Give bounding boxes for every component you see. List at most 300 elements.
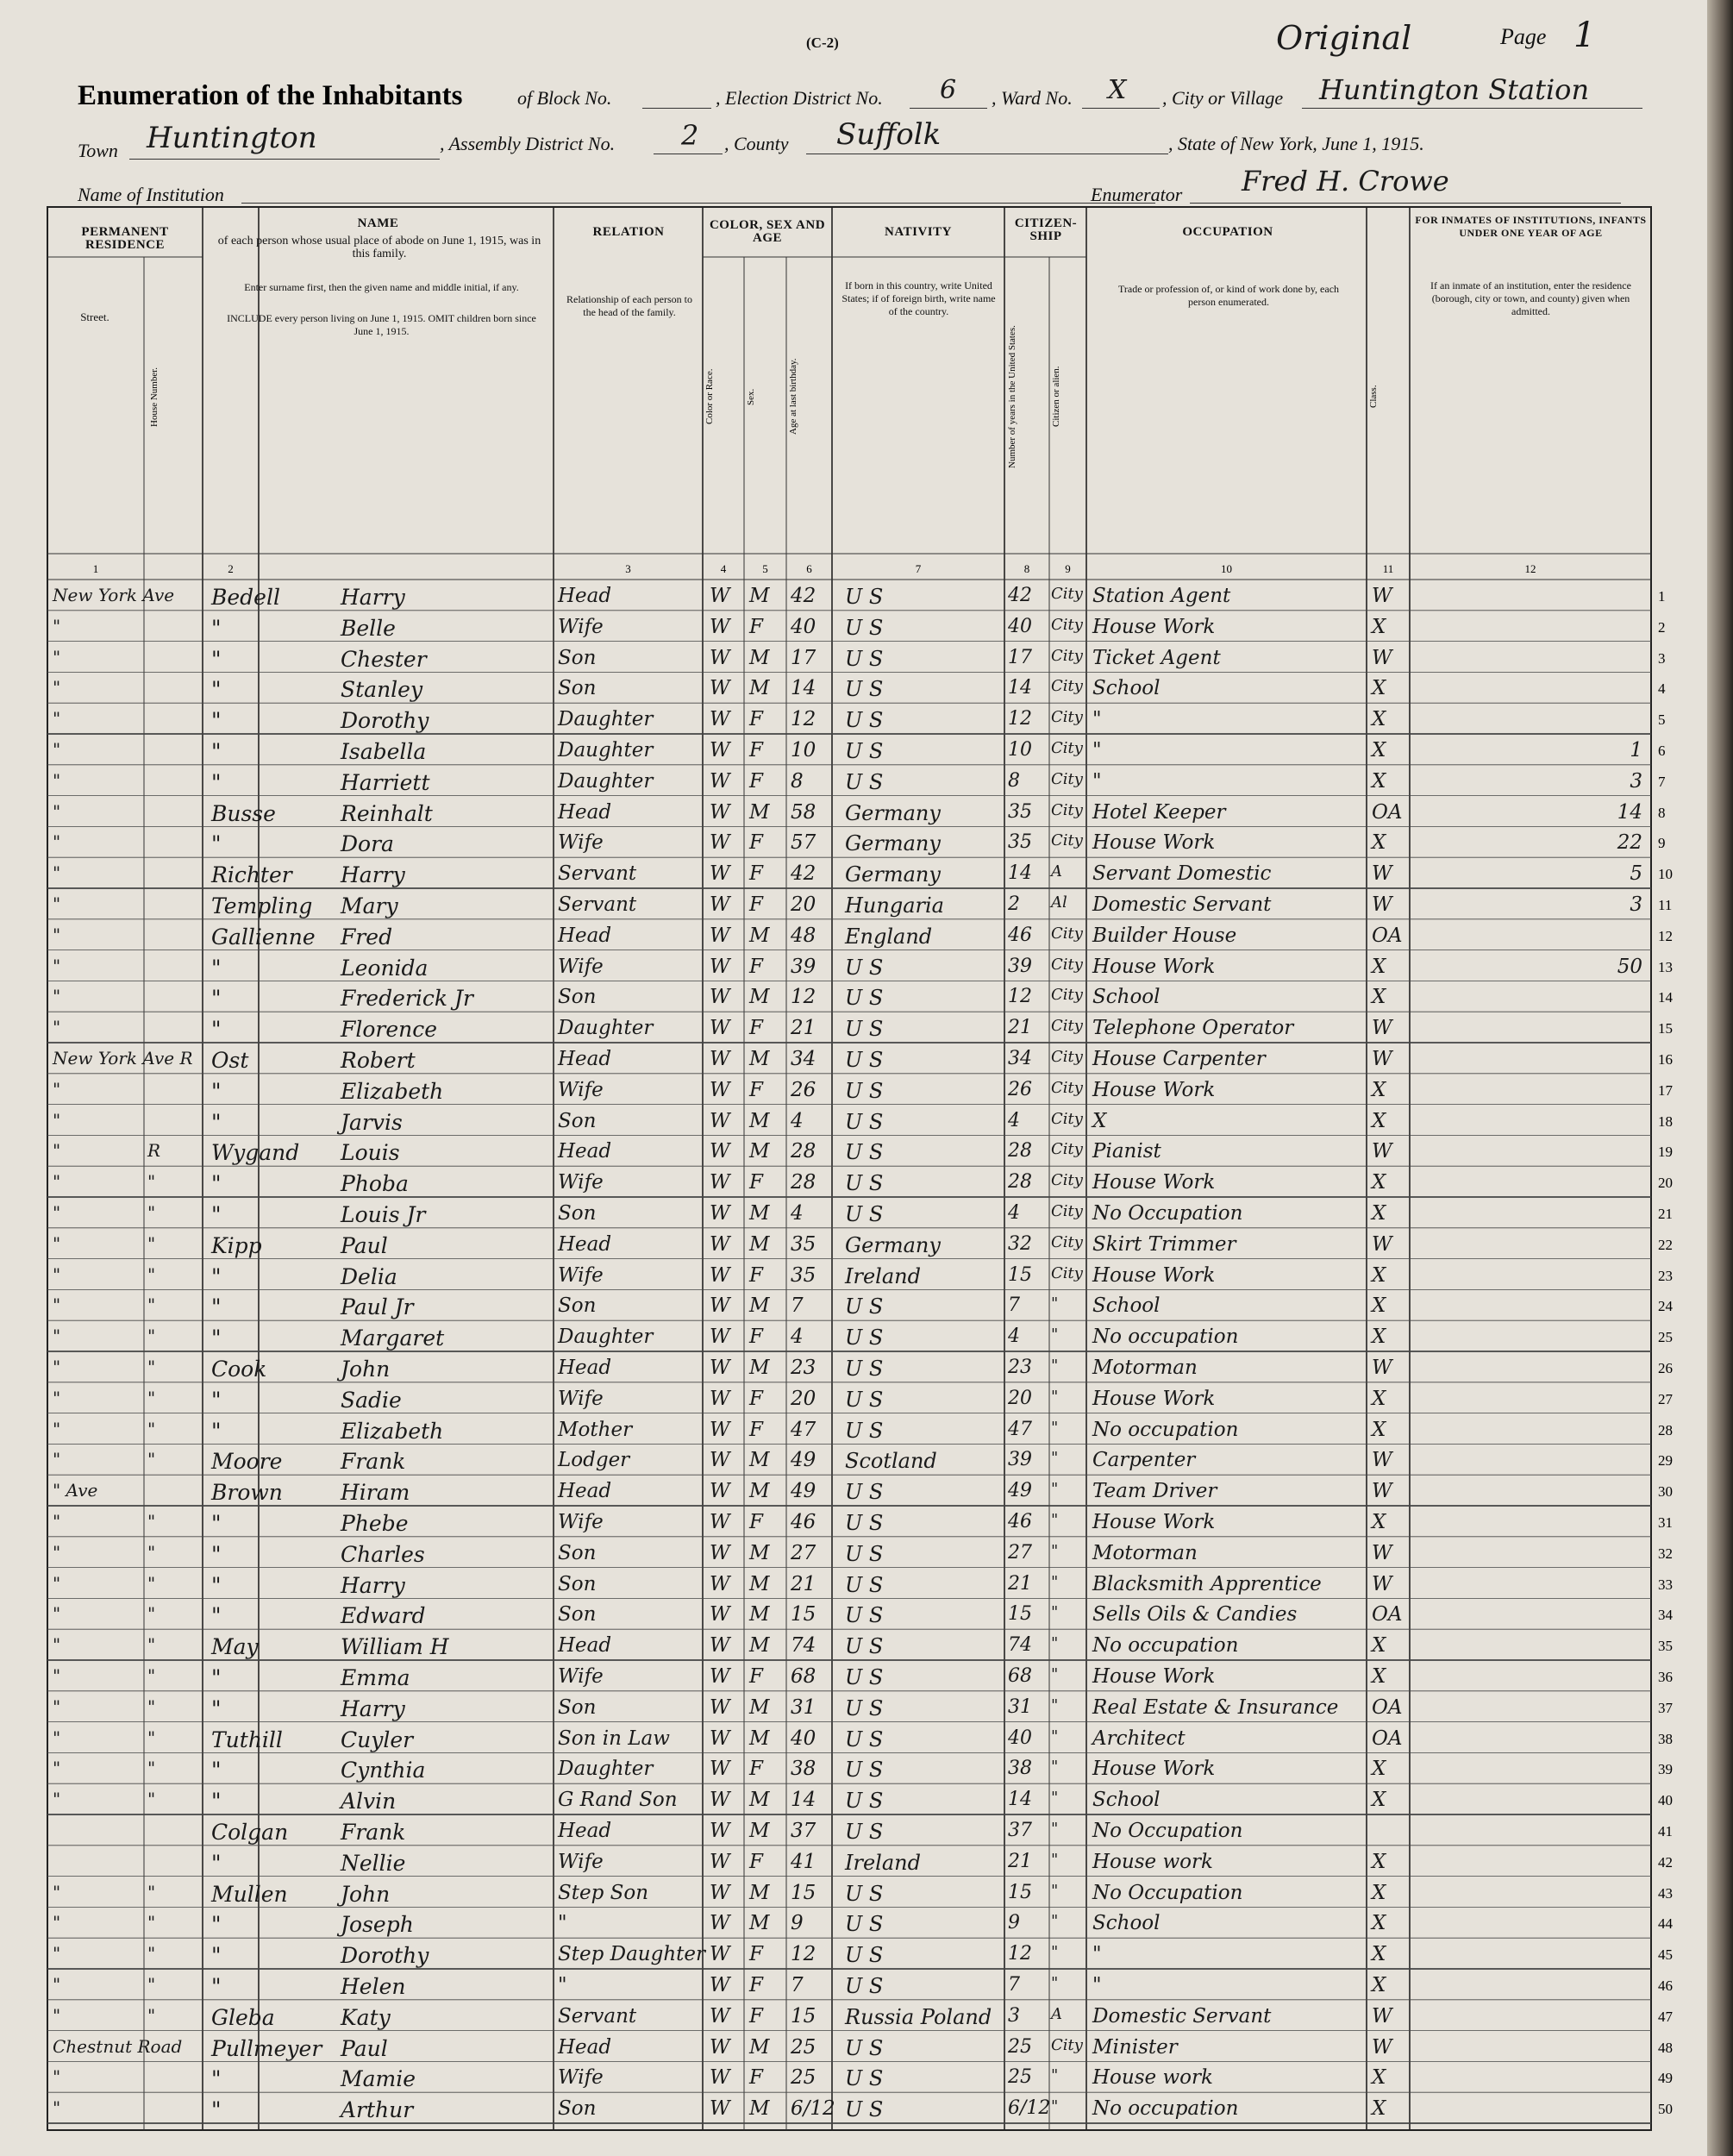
- cell-color: W: [710, 1449, 730, 1472]
- cell-color: W: [710, 1789, 730, 1812]
- cell-given: Robert: [341, 1048, 416, 1073]
- cell-yrs: 4: [1008, 1202, 1020, 1224]
- cell-given: Dora: [341, 831, 394, 857]
- cell-sex: M: [749, 1881, 770, 1904]
- cell-street: ": [53, 769, 61, 791]
- cell-house: ": [147, 1449, 156, 1470]
- cell-occ: No occupation: [1092, 1634, 1239, 1658]
- table-row: [47, 1105, 1673, 1136]
- cell-surname: ": [211, 1665, 222, 1690]
- cell-sex: F: [749, 1943, 763, 1966]
- cell-color: W: [710, 1541, 730, 1564]
- cell-sex: M: [749, 1634, 770, 1658]
- cell-rel: Son: [558, 986, 597, 1009]
- cell-given: Chester: [341, 646, 427, 672]
- cell-age: 74: [791, 1634, 816, 1658]
- cell-house: ": [147, 1294, 156, 1316]
- cell-sex: M: [749, 1202, 770, 1225]
- line-number: 48: [1658, 2039, 1673, 2056]
- col-num-9: 9: [1065, 562, 1071, 575]
- cell-yrs: 12: [1008, 1943, 1032, 1965]
- cell-street: ": [53, 800, 61, 822]
- name-header: NAME: [357, 216, 399, 230]
- cell-occ: Servant Domestic: [1092, 862, 1272, 886]
- cell-cit: ": [1051, 1943, 1059, 1962]
- cell-age: 31: [791, 1695, 816, 1719]
- cell-rel: Step Son: [558, 1881, 649, 1904]
- cell-cit: City: [1051, 1109, 1083, 1128]
- table-row: [47, 1598, 1673, 1629]
- cell-cit: ": [1051, 1294, 1059, 1313]
- occupation-header: OCCUPATION: [1182, 225, 1273, 239]
- cell-nat: U S: [845, 986, 884, 1011]
- cell-nat: Germany: [845, 800, 941, 825]
- cell-cls: OA: [1372, 800, 1403, 824]
- table-row: [47, 611, 1666, 642]
- cell-occ: Hotel Keeper: [1092, 800, 1226, 824]
- cell-sex: F: [749, 1017, 763, 1040]
- cell-rel: Head: [558, 1357, 612, 1379]
- occupation-desc: Trade or profession of, or kind of work done by, each person enumerated.: [1117, 283, 1340, 308]
- cell-color: W: [710, 862, 730, 886]
- cell-rel: Head: [558, 1634, 612, 1658]
- cell-sex: M: [749, 1912, 770, 1935]
- line-number: 41: [1658, 1823, 1673, 1839]
- cell-yrs: 4: [1008, 1109, 1020, 1131]
- cell-age: 34: [791, 1048, 816, 1070]
- cell-sex: M: [749, 1695, 770, 1719]
- cell-house: ": [147, 1202, 156, 1223]
- cell-age: 15: [791, 1603, 816, 1626]
- cell-rel: Servant: [558, 893, 637, 916]
- cell-yrs: 35: [1008, 800, 1032, 823]
- table-row: [47, 1166, 1673, 1197]
- election-district-value: 6: [940, 75, 957, 105]
- cell-given: Frank: [341, 1820, 406, 1845]
- cell-given: Louis Jr: [341, 1202, 426, 1227]
- cell-color: W: [710, 677, 730, 700]
- cell-cls: X: [1372, 2097, 1386, 2121]
- cell-surname: ": [211, 646, 222, 672]
- cell-yrs: 39: [1008, 1449, 1032, 1471]
- cell-rel: Wife: [558, 1171, 604, 1194]
- cell-sex: M: [749, 1294, 770, 1318]
- cell-cit: ": [1051, 1387, 1059, 1406]
- cell-given: Dorothy: [341, 708, 429, 734]
- line-number: 5: [1658, 711, 1666, 729]
- cell-age: 26: [791, 1078, 816, 1101]
- cell-given: Dorothy: [341, 1943, 429, 1969]
- cell-cit: City: [1051, 1140, 1083, 1159]
- cell-cls: X: [1372, 1326, 1386, 1349]
- cell-occ: No Occupation: [1092, 1820, 1243, 1842]
- cell-given: William H: [341, 1634, 449, 1660]
- cell-occ: Builder House: [1092, 924, 1237, 947]
- line-number: 37: [1658, 1699, 1673, 1716]
- institution-row: [78, 165, 1630, 211]
- cell-given: Paul Jr: [341, 1294, 414, 1320]
- census-table: [47, 207, 1673, 2130]
- cell-age: 12: [791, 1943, 816, 1966]
- cell-given: Harry: [341, 1572, 405, 1598]
- cell-cit: ": [1051, 1881, 1059, 1900]
- table-row: [47, 796, 1666, 827]
- cell-cit: City: [1051, 924, 1083, 943]
- cell-age: 27: [791, 1541, 816, 1564]
- cell-street: ": [53, 677, 61, 699]
- cell-house: ": [147, 1758, 156, 1779]
- cell-age: 20: [791, 893, 816, 916]
- town-value: Huntington: [147, 121, 317, 155]
- cell-cit: ": [1051, 1974, 1059, 1992]
- table-row: [47, 1444, 1673, 1475]
- cell-cls: W: [1372, 1232, 1392, 1256]
- form-code: (C-2): [806, 34, 839, 51]
- line-number: 6: [1658, 743, 1666, 759]
- cell-cit: City: [1051, 615, 1083, 634]
- cell-surname: ": [211, 1418, 222, 1444]
- cell-sex: M: [749, 1480, 770, 1503]
- table-row: [47, 734, 1666, 765]
- cell-sex: F: [749, 1850, 763, 1873]
- cell-cit: ": [1051, 1572, 1059, 1591]
- cell-sex: F: [749, 2066, 763, 2090]
- cell-sex: F: [749, 615, 763, 638]
- cell-house: ": [147, 1665, 156, 1686]
- cell-surname: ": [211, 1511, 222, 1536]
- cell-nat: U S: [845, 1387, 884, 1412]
- col-num-6: 6: [806, 562, 812, 575]
- cell-nat: U S: [845, 1294, 884, 1319]
- cell-color: W: [710, 2035, 730, 2059]
- table-row: [47, 672, 1666, 703]
- cell-rel: Head: [558, 1820, 612, 1842]
- cell-given: Cynthia: [341, 1758, 426, 1783]
- cell-rel: Head: [558, 1480, 612, 1503]
- cell-yrs: 42: [1008, 585, 1032, 606]
- cell-nat: Germany: [845, 831, 941, 856]
- cell-nat: U S: [845, 1511, 884, 1535]
- cell-sex: F: [749, 831, 763, 855]
- cell-street: ": [53, 739, 61, 760]
- cell-yrs: 31: [1008, 1695, 1032, 1718]
- cell-given: Edward: [341, 1603, 426, 1629]
- cell-nat: U S: [845, 1418, 884, 1443]
- cell-color: W: [710, 1974, 730, 1996]
- line-number: 40: [1658, 1792, 1673, 1809]
- cell-cit: City: [1051, 831, 1083, 850]
- cell-rel: Lodger: [558, 1449, 630, 1472]
- col-num-1: 1: [92, 562, 99, 575]
- cell-yrs: 2: [1008, 893, 1020, 915]
- cell-nat: U S: [845, 1078, 884, 1103]
- cell-occ: X: [1092, 1109, 1107, 1132]
- cell-age: 12: [791, 986, 816, 1009]
- col-num-10: 10: [1221, 562, 1232, 575]
- cell-cit: City: [1051, 585, 1083, 603]
- enumerator-line: [1190, 203, 1621, 204]
- cell-age: 21: [791, 1017, 816, 1040]
- institution-label: Name of Institution: [78, 184, 224, 205]
- cell-surname: ": [211, 1263, 222, 1289]
- cell-color: W: [710, 893, 730, 916]
- cell-cls: W: [1372, 2035, 1392, 2059]
- cell-surname: Moore: [211, 1449, 283, 1475]
- cell-sex: F: [749, 1758, 763, 1781]
- cell-surname: ": [211, 1850, 222, 1876]
- cell-cls: X: [1372, 955, 1386, 978]
- cell-cit: City: [1051, 739, 1083, 757]
- cell-house: ": [147, 1974, 156, 1995]
- line-number: 33: [1658, 1576, 1673, 1593]
- cell-sex: F: [749, 708, 763, 731]
- city-village-label: , City or Village: [1162, 87, 1284, 109]
- cell-surname: Busse: [211, 800, 276, 826]
- cell-street: ": [53, 1789, 61, 1810]
- cell-nat: U S: [845, 1109, 884, 1134]
- nativity-desc: If born in this country, write United States; if of foreign birth, write name of the country.: [841, 279, 996, 317]
- cell-cls: X: [1372, 986, 1386, 1009]
- cell-occ: No Occupation: [1092, 1202, 1243, 1225]
- cell-house: ": [147, 1603, 156, 1625]
- table-row: [47, 1722, 1673, 1753]
- cell-color: W: [710, 1511, 730, 1533]
- cell-rel: Wife: [558, 1665, 604, 1688]
- cell-street: ": [53, 2066, 61, 2088]
- cell-age: 14: [791, 677, 816, 700]
- cell-nat: U S: [845, 769, 884, 794]
- cell-inst: 22: [1617, 831, 1642, 855]
- cell-rel: Head: [558, 1140, 612, 1163]
- cell-age: 40: [791, 615, 816, 638]
- cell-given: Florence: [341, 1017, 438, 1043]
- table-row: [47, 1814, 1673, 1846]
- cell-age: 58: [791, 800, 816, 824]
- col-num-7: 7: [915, 562, 922, 575]
- cell-street: ": [53, 1727, 61, 1748]
- cell-occ: Minister: [1092, 2035, 1178, 2059]
- cell-surname: Gleba: [211, 2004, 275, 2030]
- cell-rel: Son: [558, 1572, 597, 1595]
- cell-cit: City: [1051, 800, 1083, 819]
- assembly-value: 2: [681, 119, 699, 152]
- cell-cit: ": [1051, 1789, 1059, 1808]
- cell-color: W: [710, 708, 730, 731]
- cell-cls: X: [1372, 1387, 1386, 1410]
- cell-occ: Team Driver: [1092, 1480, 1217, 1503]
- cell-cit: ": [1051, 1357, 1059, 1375]
- cell-rel: Head: [558, 1232, 612, 1256]
- col-num-11: 11: [1382, 562, 1394, 575]
- cell-cit: ": [1051, 1449, 1059, 1468]
- class-header: Class.: [1368, 385, 1379, 409]
- cell-nat: U S: [845, 1140, 884, 1165]
- cell-street: ": [53, 1449, 61, 1470]
- cell-house: ": [147, 1727, 156, 1748]
- county-label: , County: [724, 133, 789, 154]
- cell-sex: F: [749, 1326, 763, 1349]
- cell-age: 35: [791, 1263, 816, 1287]
- table-row: [47, 1475, 1673, 1506]
- cell-yrs: 15: [1008, 1263, 1032, 1286]
- cell-street: ": [53, 1541, 61, 1563]
- cell-age: 57: [791, 831, 816, 855]
- relation-desc: Relationship of each person to the head of the family.: [566, 293, 692, 318]
- cell-age: 68: [791, 1665, 816, 1688]
- cell-cls: X: [1372, 677, 1386, 700]
- col-num-8: 8: [1023, 562, 1030, 575]
- cell-color: W: [710, 1850, 730, 1873]
- name-instr-2: INCLUDE every person living on June 1, 1915. OMIT children born since June 1, 1915.: [227, 312, 536, 337]
- line-number: 49: [1658, 2070, 1673, 2087]
- city-village-value: Huntington Station: [1319, 73, 1590, 106]
- line-number: 46: [1658, 1977, 1673, 1994]
- county-value: Suffolk: [836, 117, 942, 152]
- cell-color: W: [710, 739, 730, 761]
- cell-surname: ": [211, 1541, 222, 1567]
- cell-cls: OA: [1372, 924, 1403, 947]
- cell-cls: OA: [1372, 1727, 1403, 1750]
- cell-age: 41: [791, 1850, 816, 1873]
- cell-surname: ": [211, 1387, 222, 1413]
- cell-yrs: 12: [1008, 708, 1032, 730]
- cell-street: ": [53, 1511, 61, 1532]
- cell-given: Elizabeth: [341, 1078, 444, 1104]
- cell-house: ": [147, 1511, 156, 1532]
- line-number: 28: [1658, 1421, 1673, 1438]
- line-number: 8: [1658, 804, 1666, 821]
- line-number: 16: [1658, 1051, 1673, 1068]
- line-number: 50: [1658, 2101, 1673, 2118]
- cell-yrs: 7: [1008, 1294, 1020, 1317]
- table-row: [47, 1074, 1673, 1105]
- cell-color: W: [710, 1326, 730, 1349]
- cell-occ: House Work: [1092, 1078, 1216, 1101]
- cell-age: 10: [791, 739, 816, 761]
- cell-color: W: [710, 1634, 730, 1658]
- cell-occ: Skirt Trimmer: [1092, 1232, 1236, 1256]
- cell-color: W: [710, 1758, 730, 1781]
- cell-sex: M: [749, 1048, 770, 1070]
- cell-nat: U S: [845, 1202, 884, 1226]
- cell-surname: ": [211, 1758, 222, 1783]
- cell-nat: U S: [845, 1634, 884, 1659]
- cell-house: ": [147, 1881, 156, 1902]
- line-number: 15: [1658, 1020, 1673, 1037]
- cell-yrs: 8: [1008, 769, 1020, 792]
- cell-house: ": [147, 1357, 156, 1377]
- cell-yrs: 20: [1008, 1387, 1032, 1409]
- table-row: [47, 1135, 1673, 1166]
- cell-occ: ": [1092, 739, 1102, 761]
- cell-occ: House Work: [1092, 1665, 1216, 1688]
- cell-occ: ": [1092, 769, 1102, 793]
- cell-surname: ": [211, 831, 222, 857]
- relation-header: RELATION: [592, 225, 665, 239]
- cell-cit: City: [1051, 1017, 1083, 1036]
- cell-cit: ": [1051, 1695, 1059, 1714]
- ward-value: X: [1108, 75, 1127, 105]
- cell-rel: Son: [558, 1202, 597, 1225]
- cell-occ: No occupation: [1092, 1418, 1239, 1441]
- cell-color: W: [710, 2004, 730, 2028]
- cell-yrs: 40: [1008, 1727, 1032, 1749]
- cell-rel: Servant: [558, 2004, 637, 2028]
- cell-sex: M: [749, 1572, 770, 1595]
- cell-given: Fred: [341, 924, 393, 950]
- cell-surname: Mullen: [211, 1881, 288, 1907]
- cell-yrs: 6/12: [1008, 2097, 1051, 2120]
- cell-rel: Wife: [558, 1078, 604, 1101]
- cell-color: W: [710, 2066, 730, 2090]
- cell-sex: M: [749, 1603, 770, 1626]
- cell-yrs: 21: [1008, 1572, 1032, 1595]
- cell-cit: ": [1051, 1758, 1059, 1777]
- cell-sex: F: [749, 1974, 763, 1996]
- cell-nat: Germany: [845, 1232, 941, 1257]
- table-row: [47, 1660, 1673, 1691]
- cell-sex: M: [749, 2035, 770, 2059]
- table-row: [47, 1969, 1673, 2000]
- cell-rel: Mother: [558, 1418, 633, 1441]
- cell-given: Louis: [341, 1140, 400, 1166]
- cell-yrs: 46: [1008, 1511, 1032, 1532]
- cell-cit: ": [1051, 1418, 1059, 1437]
- cell-nat: U S: [845, 1820, 884, 1844]
- cell-nat: U S: [845, 2097, 884, 2122]
- cell-house: ": [147, 1943, 156, 1965]
- cell-age: 28: [791, 1171, 816, 1194]
- cell-surname: ": [211, 1912, 222, 1938]
- cell-color: W: [710, 1665, 730, 1688]
- cell-yrs: 23: [1008, 1357, 1032, 1378]
- cell-cls: W: [1372, 1017, 1392, 1040]
- cell-street: ": [53, 1387, 61, 1408]
- cell-occ: Architect: [1092, 1727, 1186, 1750]
- cell-yrs: 14: [1008, 1789, 1032, 1811]
- town-row: [78, 117, 1630, 164]
- cell-surname: Kipp: [211, 1232, 262, 1258]
- cell-yrs: 74: [1008, 1634, 1032, 1657]
- cell-cit: City: [1051, 677, 1083, 696]
- cell-yrs: 25: [1008, 2066, 1032, 2089]
- original-note: Original: [1276, 19, 1412, 57]
- cell-street: ": [53, 862, 61, 884]
- cell-street: ": [53, 924, 61, 945]
- cell-rel: Wife: [558, 955, 604, 978]
- table-row: [47, 981, 1673, 1012]
- table-row: [47, 1259, 1673, 1290]
- cell-street: ": [53, 708, 61, 730]
- cell-occ: House Work: [1092, 1387, 1216, 1410]
- cell-street: ": [53, 831, 61, 853]
- cell-age: 47: [791, 1418, 816, 1441]
- line-number: 43: [1658, 1884, 1673, 1902]
- table-row: [47, 1197, 1673, 1228]
- cell-nat: U S: [845, 2066, 884, 2091]
- cell-cls: X: [1372, 1912, 1386, 1935]
- cell-yrs: 7: [1008, 1974, 1020, 1996]
- cell-street: ": [53, 955, 61, 976]
- cell-house: ": [147, 1418, 156, 1439]
- cell-yrs: 10: [1008, 739, 1032, 761]
- line-number: 22: [1658, 1236, 1673, 1253]
- cell-color: W: [710, 924, 730, 947]
- line-number: 24: [1658, 1298, 1673, 1315]
- line-number: 31: [1658, 1514, 1673, 1531]
- cell-yrs: 39: [1008, 955, 1032, 977]
- cell-cls: X: [1372, 1758, 1386, 1781]
